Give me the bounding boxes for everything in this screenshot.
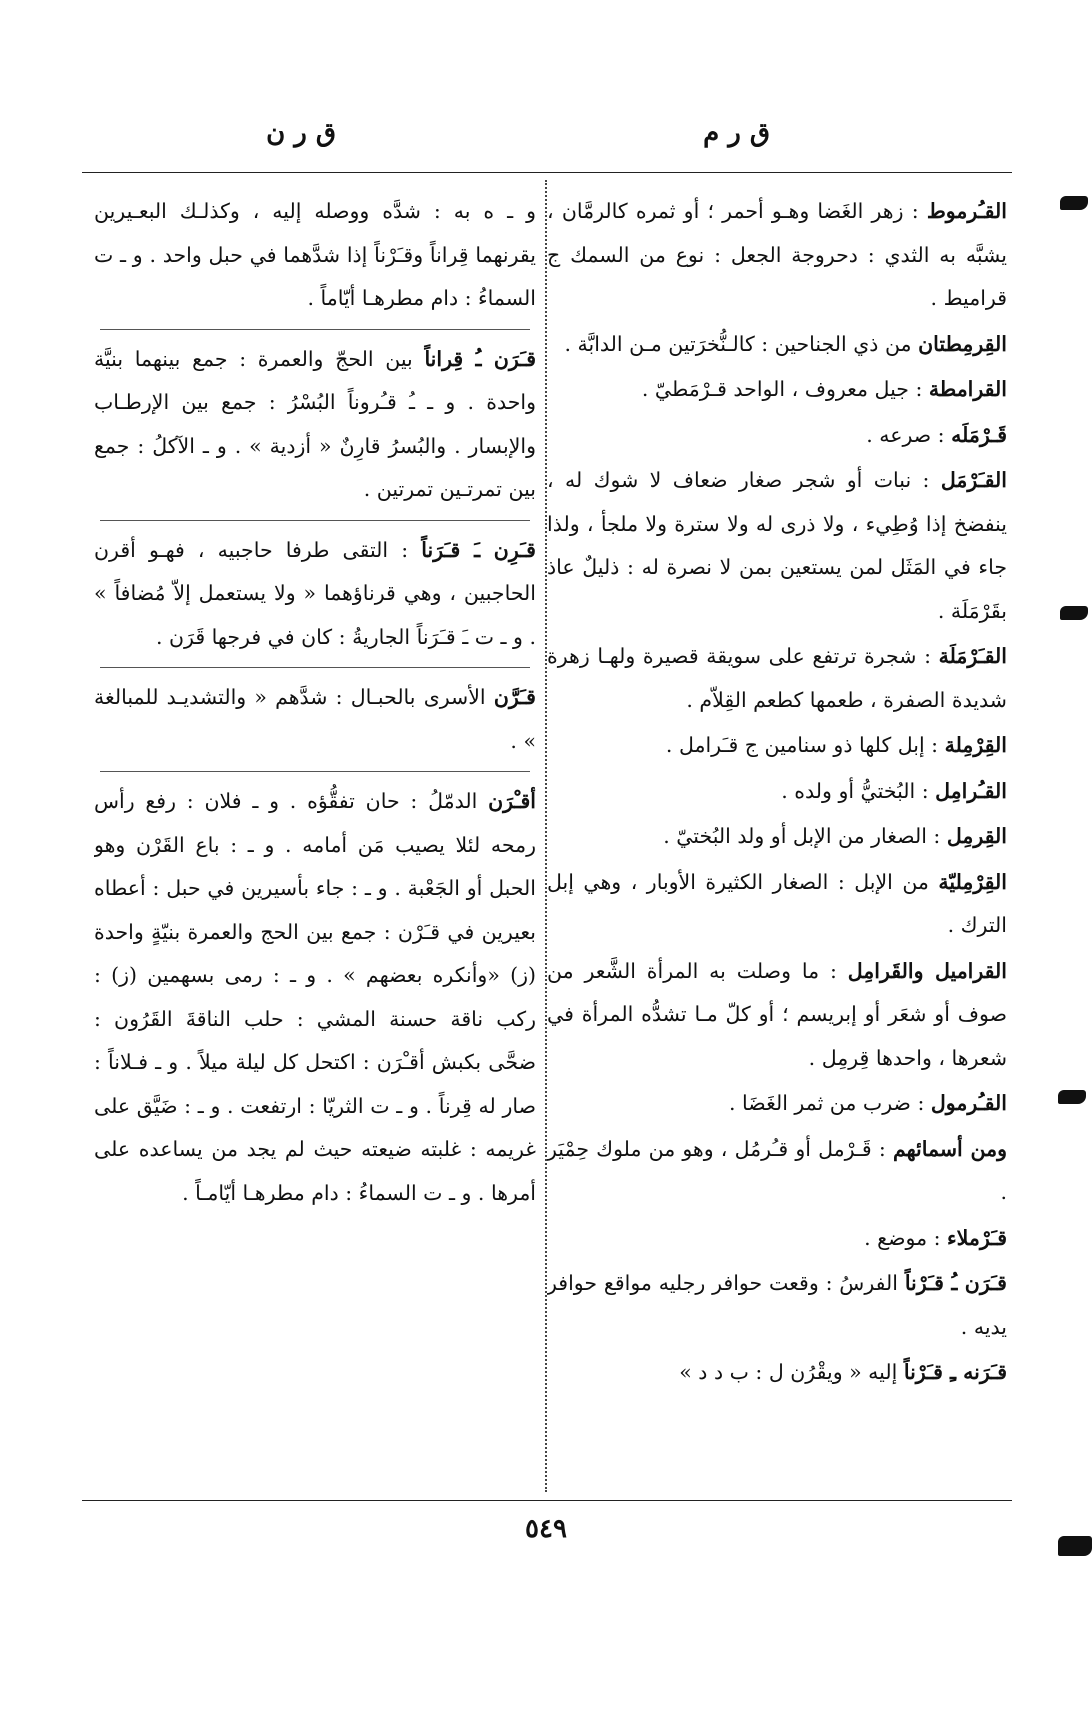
dictionary-entry bbox=[94, 529, 536, 660]
header-root-right: ق ر م bbox=[703, 118, 770, 148]
entry-headword: قـَرَّن bbox=[493, 685, 536, 709]
dictionary-entry bbox=[547, 815, 1007, 859]
entry-headword: القـَرْمَلَة bbox=[938, 644, 1007, 668]
entry-definition: : نبات أو شجر صغار ضعاف لا شوك له ، ينفضخ إذا وُطِيء ، ولا ذرى له ولا سترة ولا ملجأ ، ولذا جاء في المَثَل لمن يستعين بمن لا نصرة له : ذليلٌ عاذ بقَرْمَلَة . bbox=[547, 468, 1007, 623]
dictionary-entry bbox=[547, 414, 1007, 458]
entry-definition: و ـ ه به : شدَّه ووصله إليه ، وكذلـك البعـيرين يقرنهما قِراناً وقـَرْناً إذا شدَّهما في حبل واحد . و ـ ت السماءُ : دام مطرهـا أيّاماً . bbox=[94, 199, 536, 310]
entry-definition: : ضرب من ثمر الغَضَا . bbox=[729, 1091, 925, 1115]
dictionary-entry bbox=[547, 635, 1007, 722]
dictionary-entry bbox=[94, 190, 536, 321]
entry-definition: من الإبل : الصغار الكثيرة الأوبار ، وهي إبل الترك . bbox=[547, 869, 1007, 937]
entry-headword: قـَرَنه ـِ قـَرْناً bbox=[903, 1360, 1007, 1384]
entry-headword: ومن أسمائهم bbox=[892, 1136, 1007, 1161]
dictionary-entry bbox=[547, 1128, 1007, 1215]
entry-separator bbox=[100, 329, 530, 330]
ink-smudge bbox=[1060, 196, 1088, 210]
dictionary-entry bbox=[547, 323, 1007, 367]
ink-smudge bbox=[1058, 1090, 1086, 1104]
entry-definition: الدمّلُ : حان تفقُّؤه . و ـ فلان : رفع رأس رمحه لئلا يصيب مَن أمامه . و ـ : باع القَرْن وهو الحبل أو الجَعْبة . و ـ : جاء بأسيرين في حبل : أعطاه بعيرين في قـَرْن : جمع بين الحج والعمرة بنيّةٍ واحدة (ز) «وأنكره بعضهم » . و ـ : رمى بسهمين (ز) : ركب ناقة حسنة المشي : حلب الناقةَ القَرُون : ضحَّى بكبش أقـْرَن : اكتحل كل ليلة ميلاً . و ـ فـلاناً : صار له قِرناً . و ـ ت الثريّا : ارتفعت . و ـ : ضَيَّق على غريمه : غلبته ضيعته حيث لم يجد من يساعده على أمرها . و ـ ت السماءُ : دام مطرهـا أيّامـاً . bbox=[94, 789, 536, 1205]
page-number: ٥٤٩ bbox=[525, 1514, 567, 1544]
bottom-rule bbox=[82, 1500, 1012, 1501]
entry-headword: القـُرامِل bbox=[935, 778, 1007, 803]
header-root-left: ق ر ن bbox=[266, 118, 336, 148]
dictionary-entry bbox=[547, 724, 1007, 768]
dictionary-entry bbox=[547, 1262, 1007, 1349]
entry-headword: أقـْرَن bbox=[488, 789, 536, 813]
dictionary-entry bbox=[547, 770, 1007, 814]
ink-smudge bbox=[1058, 1536, 1092, 1556]
dictionary-entry bbox=[547, 950, 1007, 1081]
entry-headword: القِرمِل bbox=[946, 824, 1007, 848]
dictionary-entry bbox=[94, 780, 536, 1215]
entry-definition: : زهر الغَضا وهـو أحمر ؛ أو ثمره كالرمَّان ، يشبَّه به الثدي : دحروجة الجعل : نوع من السمك ج قراميط . bbox=[547, 199, 1007, 310]
entry-definition: الأسرى بالحبـال : شدَّهم « والتشديـد للمبالغة » . bbox=[94, 685, 536, 753]
dictionary-entry bbox=[547, 1351, 1007, 1395]
entry-headword: القِرْمِلة bbox=[944, 733, 1007, 757]
entry-definition: إليه « ويقْرُن ل : ب د د » bbox=[679, 1360, 898, 1384]
entry-definition: : شجرة ترتفع على سويقة قصيرة ولهـا زهرة شديدة الصفرة ، طعمها كطعم القِلاّم . bbox=[547, 644, 1007, 712]
entry-separator bbox=[100, 520, 530, 521]
entry-definition: : قَـرْمل أو قـُرمُل ، وهو من ملوك حِمْيَر . bbox=[547, 1136, 1007, 1204]
entry-headword: القـُرمول bbox=[930, 1091, 1007, 1115]
entry-separator bbox=[100, 667, 530, 668]
entry-headword: القرامطة bbox=[928, 377, 1007, 401]
dictionary-entry bbox=[547, 1082, 1007, 1126]
left-column bbox=[94, 190, 536, 1490]
dictionary-entry bbox=[547, 459, 1007, 633]
entry-definition: : الصغار من الإبل أو ولد البُختيّ . bbox=[663, 824, 941, 848]
entry-definition: من ذي الجناحين : كالـنُّخرَتين مـن الدابَّة . bbox=[564, 331, 912, 356]
ink-smudge bbox=[1060, 606, 1088, 620]
entry-definition: بين الحجّ والعمرة : جمع بينهما بنيَّة واحدة . و ـ ـُ قـُروناً البُسْرُ : جمع بين الإرطـاب والإبسار . والبُسرُ قارِنٌ « أزدية » . و ـ الآكلُ : جمع بين تمرتـين تمرتين . bbox=[94, 346, 536, 501]
entry-definition: : ما وصلت به المرأة الشَّعر من صوف أو شعَر أو إبريسم ؛ أو كلّ مـا تشدُّه المرأة في شعرها ، واحدها قِرمِل . bbox=[547, 958, 1007, 1070]
entry-headword: قـَرْملاء bbox=[947, 1225, 1007, 1250]
dictionary-entry bbox=[547, 190, 1007, 321]
dictionary-entry bbox=[94, 338, 536, 512]
entry-definition: : موضع . bbox=[864, 1225, 941, 1250]
column-divider bbox=[545, 180, 547, 1492]
dictionary-entry bbox=[94, 676, 536, 763]
entry-separator bbox=[100, 771, 530, 772]
entry-headword: القِرمِطتان bbox=[918, 331, 1007, 356]
entry-headword: قـَرَن ـُ قـَرْناً bbox=[904, 1271, 1007, 1295]
entry-headword: القـُرموط bbox=[926, 199, 1007, 223]
right-column bbox=[547, 190, 1007, 1490]
entry-headword: القِرْمِليّة bbox=[938, 869, 1007, 894]
entry-definition: : التقى طرفا حاجبيه ، فهـو أقرن الحاجبين ، وهي قرناؤهما « ولا يستعمل إلاّ مُضافاً » . و ـ ت ـَ قـَرَناً الجاريةُ : كان في فرجها قَرَن . bbox=[94, 537, 536, 649]
entry-headword: قَـرْمَلَه bbox=[951, 422, 1007, 447]
entry-definition: : جيل معروف ، الواحد قـرْمَطيّ . bbox=[641, 377, 923, 401]
entry-definition: : إبل كلها ذو سنامين ج قـَرامل . bbox=[665, 733, 939, 757]
dictionary-entry bbox=[547, 1217, 1007, 1261]
entry-headword: قـَرَن ـُ قِراناً bbox=[424, 346, 536, 371]
entry-definition: : صرعه . bbox=[866, 422, 945, 447]
dictionary-entry bbox=[547, 861, 1007, 948]
entry-headword: القراميل والقَرامِل bbox=[847, 958, 1007, 983]
entry-definition: الفرسُ : وقعت حوافر رجليه مواقع حوافر يديه . bbox=[547, 1271, 1007, 1339]
top-rule bbox=[82, 172, 1012, 173]
entry-headword: قـَرِن ـَ قـَرَناً bbox=[421, 537, 536, 562]
entry-headword: القـَرْمَل bbox=[940, 468, 1007, 492]
dictionary-entry bbox=[547, 368, 1007, 412]
entry-definition: : البُختيُّ أو ولده . bbox=[781, 778, 929, 803]
